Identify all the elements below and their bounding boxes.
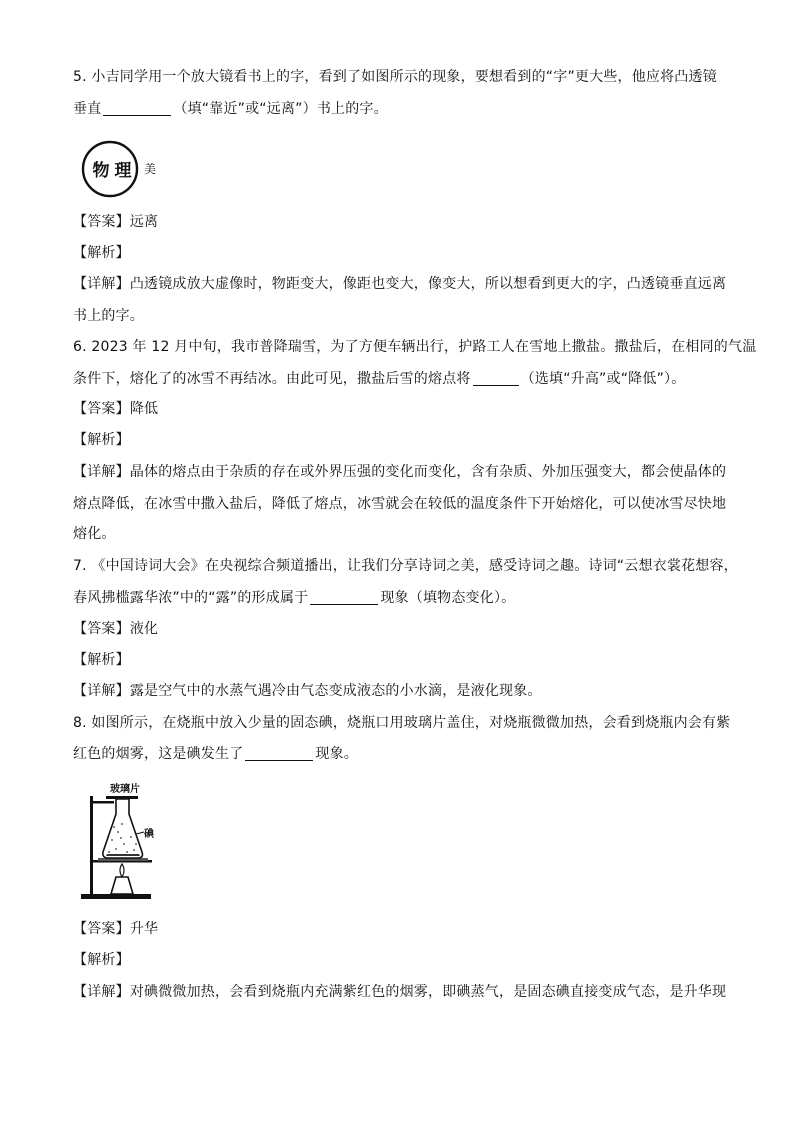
q6-answer-tag: 【答案】 [73, 401, 130, 417]
q6-detail-line2: 熔点降低，在冰雪中撒入盐后，降低了熔点，冰雪就会在较低的温度条件下开始熔化，可以使冰雪尽快地 [73, 496, 727, 512]
q7-detail-tag: 【详解】 [73, 683, 130, 699]
q6-detail-line1 [73, 462, 726, 482]
q8-answer-tag: 【答案】 [73, 921, 130, 937]
lens-char-wu: 物 [92, 161, 110, 181]
q5-answer-tag: 【答案】 [73, 214, 130, 230]
q7-line2-post: 现象（填物态变化）。 [380, 590, 516, 606]
q5-line2-post: （填“靠近”或“远离”）书上的字。 [173, 101, 388, 117]
q5-line2 [73, 99, 388, 119]
q8-detail-tag: 【详解】 [73, 984, 130, 1000]
q6-answer-blank[interactable] [473, 371, 519, 386]
q8-analysis-tag: 【解析】 [73, 952, 130, 968]
q7-line2-pre: 春风拂槛露华浓”中的“露”的形成属于 [73, 590, 309, 606]
q7-analysis-tag: 【解析】 [73, 652, 130, 668]
q7-answer-blank[interactable] [310, 590, 378, 605]
q6-detail-line3: 熔化。 [73, 526, 116, 542]
q8-line1: 8. 如图所示，在烧瓶中放入少量的固态碘，烧瓶口用玻璃片盖住，对烧瓶微微加热，会看到烧瓶内会有紫 [73, 715, 731, 731]
q8-answer-line [73, 919, 158, 939]
q7-line2 [73, 588, 515, 608]
q5-answer-blank[interactable] [103, 101, 171, 116]
q6-detail-tag: 【详解】 [73, 464, 130, 480]
lens-char-li: 理 [114, 161, 132, 181]
q8-answer: 升华 [129, 921, 159, 937]
stand-rod [90, 796, 93, 894]
flame [120, 864, 124, 877]
q5-detail-tag: 【详解】 [73, 276, 130, 292]
q8-line2-pre: 红色的烟雾，这是碘发生了 [73, 746, 244, 762]
q8-line2-post: 现象。 [315, 746, 359, 762]
flask [103, 799, 143, 858]
q5-analysis-tag: 【解析】 [73, 245, 130, 261]
alcohol-lamp [111, 877, 133, 894]
q8-detail-line1 [73, 982, 726, 1002]
iodine-pointer [136, 832, 144, 834]
q5-answer: 远离 [129, 214, 159, 230]
q6-answer-line [73, 399, 158, 419]
q7-detail-line1 [73, 681, 542, 701]
q8-line2 [73, 744, 358, 764]
q6-answer: 降低 [129, 401, 159, 417]
clamp-arm [90, 801, 114, 804]
q6-line2-pre: 条件下，熔化了的冰雪不再结冰。由此可见，撒盐后雪的熔点将 [73, 371, 471, 387]
label-glass-slide: 玻璃片 [110, 784, 140, 795]
q8-detail-text1: 对碘微微加热，会看到烧瓶内充满紫红色的烟雾，即碘蒸气，是固态碘直接变成气态，是升华现 [129, 984, 727, 1000]
q5-line1: 5. 小吉同学用一个放大镜看书上的字，看到了如图所示的现象，要想看到的“字”更大些，他应将凸透镜 [73, 69, 717, 85]
solid-iodine [106, 854, 140, 856]
q5-line2-pre: 垂直 [73, 101, 102, 117]
q5-detail-text1: 凸透镜成放大虚像时，物距变大，像距也变大，像变大，所以想看到更大的字，凸透镜垂直远离 [129, 276, 727, 292]
q6-detail-text1: 晶体的熔点由于杂质的存在或外界压强的变化而变化，含有杂质、外加压强变大，都会使晶体的 [129, 464, 727, 480]
q5-detail-line2: 书上的字。 [73, 308, 144, 324]
outside-char-mei: 美 [143, 162, 157, 176]
q6-line2-post: （选填“升高”或“降低”）。 [520, 371, 686, 387]
magnifier-figure [80, 140, 170, 198]
q7-detail-text1: 露是空气中的水蒸气遇冷由气态变成液态的小水滴，是液化现象。 [129, 683, 542, 699]
q7-answer-tag: 【答案】 [73, 621, 130, 637]
q7-answer-line [73, 619, 158, 639]
q6-line1: 6. 2023 年 12 月中旬，我市普降瑞雪，为了方便车辆出行，护路工人在雪地上撒盐。撒盐后，在相同的气温 [73, 339, 757, 355]
q5-answer-line [73, 212, 158, 232]
label-iodine: 碘 [144, 829, 154, 840]
iodine-sublimation-figure [76, 782, 166, 902]
q7-line1: 7. 《中国诗词大会》在央视综合频道播出，让我们分享诗词之美，感受诗词之趣。诗词“云想衣裳花想容， [73, 558, 738, 574]
q6-line2 [73, 369, 685, 389]
q6-analysis-tag: 【解析】 [73, 432, 130, 448]
q5-detail-line1 [73, 274, 726, 294]
q7-answer: 液化 [129, 621, 159, 637]
q8-answer-blank[interactable] [245, 746, 313, 761]
